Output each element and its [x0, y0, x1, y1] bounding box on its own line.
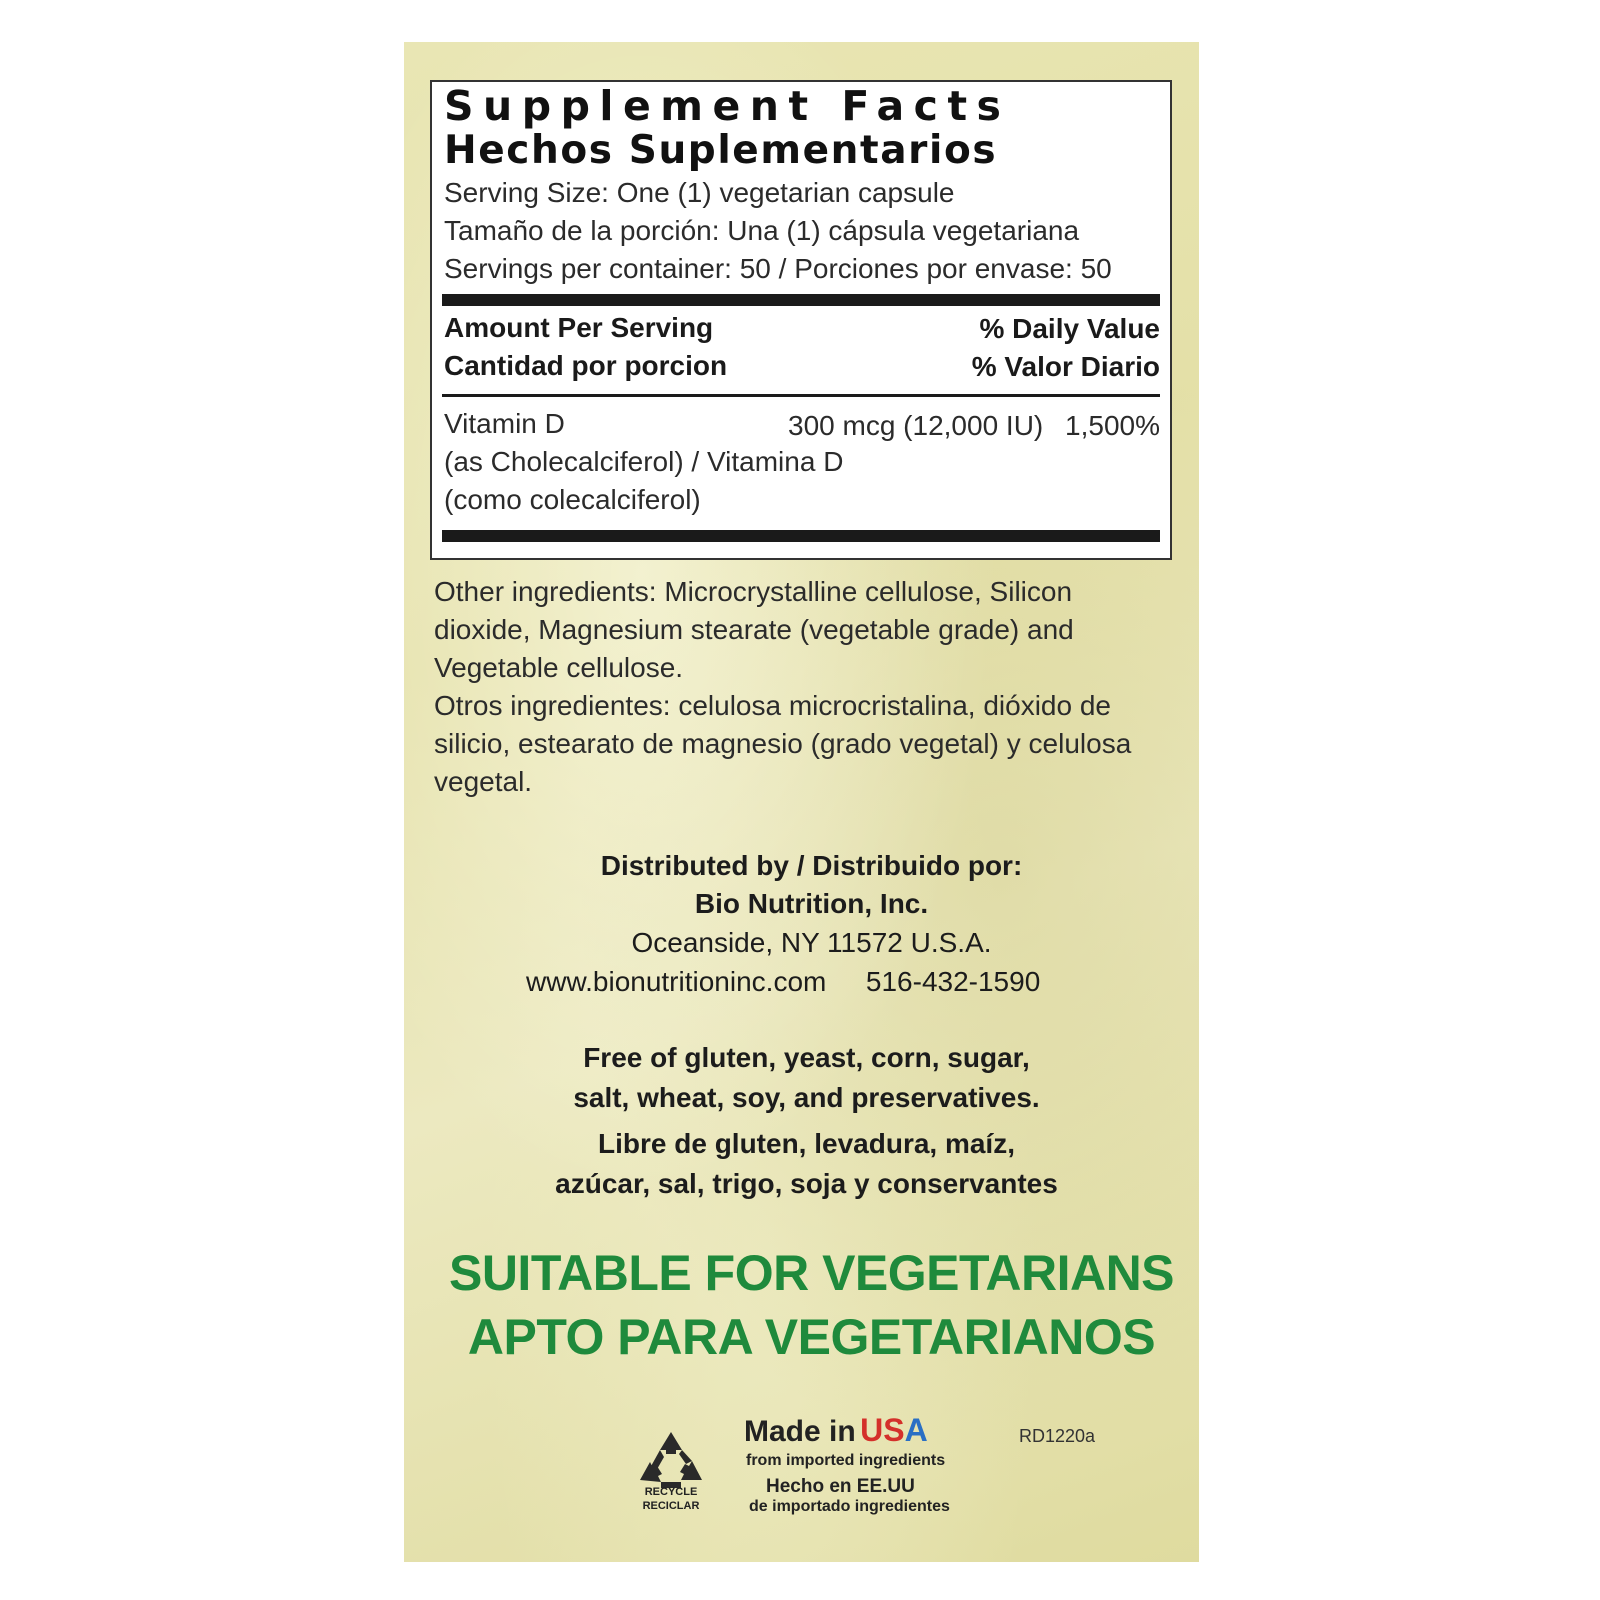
nutrient-name-detail-es: (como colecalciferol): [444, 484, 701, 515]
nutrient-name: Vitamin D: [444, 408, 565, 439]
distributor-company: Bio Nutrition, Inc.: [694, 888, 929, 919]
ingredients-en-line3: Vegetable cellulose.: [434, 652, 684, 683]
daily-value-header-es: % Valor Diario: [971, 351, 1160, 382]
de-importado-ingredientes: de importado ingredientes: [749, 1498, 950, 1515]
thick-divider: [442, 294, 1160, 306]
ingredients-en-line2: dioxide, Magnesium stearate (vegetable grade) and: [434, 614, 1074, 645]
daily-value-header-en: % Daily Value: [979, 313, 1160, 344]
facts-subtitle: Hechos Suplementarios: [444, 128, 998, 173]
facts-title: Supplement Facts: [444, 82, 1011, 130]
made-in-text: Made in: [744, 1415, 856, 1448]
free-of-en-line2: salt, wheat, soy, and preservatives.: [573, 1082, 1040, 1113]
amount-header-es: Cantidad por porcion: [444, 350, 728, 381]
recycle-label-es: RECICLAR: [642, 1500, 700, 1512]
supplement-facts-box: [430, 80, 1172, 560]
usa-letter-s: S: [883, 1412, 905, 1448]
serving-size-en: Serving Size: One (1) vegetarian capsule: [444, 177, 955, 208]
recycle-label-en: RECYCLE: [644, 1486, 698, 1498]
label-panel: [404, 42, 1199, 1562]
product-code: RD1220a: [1019, 1426, 1096, 1446]
vegetarian-claim-es: APTO PARA VEGETARIANOS: [467, 1309, 1156, 1365]
thin-divider: [442, 394, 1160, 397]
from-imported-ingredients: from imported ingredients: [746, 1452, 946, 1469]
serving-size-es: Tamaño de la porción: Una (1) cápsula vegetariana: [444, 215, 1080, 246]
ingredients-es-line1: Otros ingredientes: celulosa microcristalina, dióxido de: [434, 690, 1111, 721]
free-of-es-line2: azúcar, sal, trigo, soja y conservantes: [555, 1168, 1058, 1199]
made-in-usa-badge: [744, 1412, 928, 1449]
distributor-heading: Distributed by / Distribuido por:: [600, 850, 1023, 881]
usa-letter-a: A: [904, 1412, 928, 1448]
amount-header-en: Amount Per Serving: [444, 312, 714, 343]
nutrient-name-detail: (as Cholecalciferol) / Vitamina D: [444, 446, 844, 477]
usa-letter-u: U: [860, 1412, 884, 1448]
distributor-contact: [526, 966, 1040, 998]
distributor-website[interactable]: www.bionutritioninc.com: [526, 966, 827, 997]
hecho-en-eeuu: Hecho en EE.UU: [766, 1476, 915, 1497]
servings-per-container: Servings per container: 50 / Porciones por envase: 50: [444, 253, 1112, 284]
nutrient-amount: 300 mcg (12,000 IU): [788, 410, 1044, 441]
ingredients-en-line1: Other ingredients: Microcrystalline cellulose, Silicon: [434, 576, 1073, 607]
ingredients-es-line3: vegetal.: [434, 766, 533, 797]
vegetarian-claim-en: SUITABLE FOR VEGETARIANS: [448, 1245, 1175, 1301]
free-of-en-line1: Free of gluten, yeast, corn, sugar,: [583, 1042, 1030, 1073]
free-of-es-line1: Libre de gluten, levadura, maíz,: [598, 1128, 1015, 1159]
nutrient-daily-value: 1,500%: [1065, 410, 1160, 441]
bottom-thick-divider: [442, 530, 1160, 542]
ingredients-es-line2: silicio, estearato de magnesio (grado vegetal) y celulosa: [434, 728, 1132, 759]
distributor-address: Oceanside, NY 11572 U.S.A.: [631, 927, 992, 958]
distributor-phone: 516-432-1590: [865, 966, 1041, 997]
